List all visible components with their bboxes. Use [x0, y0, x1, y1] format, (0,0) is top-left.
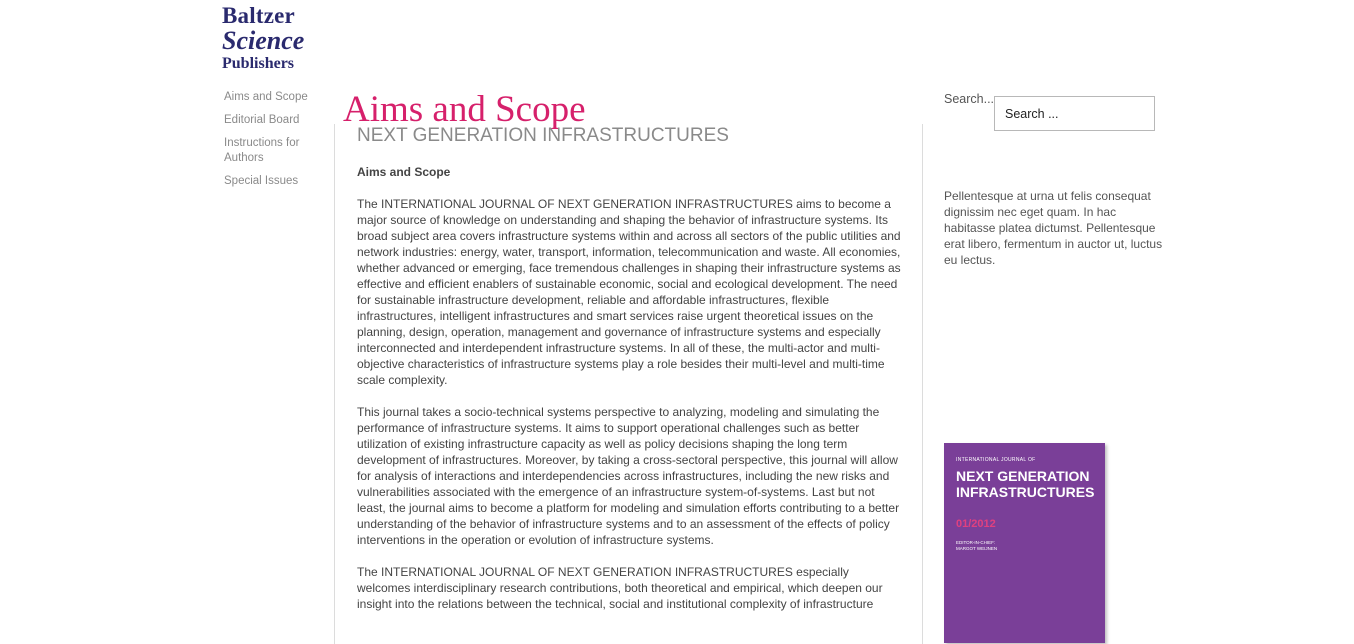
cover-title: NEXT GENERATION INFRASTRUCTURES: [956, 468, 1095, 500]
search-input[interactable]: [994, 96, 1155, 131]
logo-line-2: Science: [222, 26, 305, 55]
paragraph-2: This journal takes a socio-technical systems perspective to analyzing, modeling and simulating the performance of infrastructure systems. It aims to support operational challenges such as better utilization of existing infrastructure capacity as well as policy decisions shaping the long term development of infrastructures. Moreover, by taking a cross-sectoral perspective, this journal will allow for analysis of interactions and interdependencies across infrastructures, including the new risks and vulnerabilities associated with the emergence of an infrastructure system-of-systems. Last but not least, the journal aims to become a platform for modeling and simulation efforts contributing to a better understanding of the behavior of infrastructure systems and to an assessment of the effects of policy interventions in the operation or evolution of infrastructure systems.: [357, 405, 900, 547]
cover-editor: EDITOR-IN-CHIEF: MARGOT WEIJNEN: [956, 540, 998, 551]
publisher-logo[interactable]: [222, 4, 317, 72]
page-title: Aims and Scope: [343, 89, 586, 130]
journal-cover-image[interactable]: [944, 443, 1105, 643]
section-heading: Aims and Scope: [357, 165, 451, 179]
left-navigation: [224, 90, 324, 197]
main-content: [334, 124, 923, 644]
logo-line-1: Baltzer: [222, 3, 295, 28]
search-label: Search...: [944, 92, 995, 106]
nav-editorial-board[interactable]: Editorial Board: [224, 114, 300, 126]
nav-aims-and-scope[interactable]: Aims and Scope: [224, 91, 308, 103]
paragraph-1: The INTERNATIONAL JOURNAL OF NEXT GENERATION INFRASTRUCTURES aims to become a major source of knowledge on understanding and shaping the behavior of infrastructure systems. Its broad subject area covers infrastructure systems within and across all sectors of the public utilities and network industries: energy, water, transport, information, telecommunication and waste. All economies, whether advanced or emerging, face tremendous challenges in shaping their infrastructure systems as effective and efficient enablers of sustainable economic, social and ecological development. The need for sustainable infrastructure development, reliable and affordable infrastructures, flexible infrastructures, intelligent infrastructures and smart services raise urgent theoretical issues on the planning, design, operation, management and governance of infrastructure systems and especially interconnected and interdependent infrastructure systems. In all of these, the multi-actor and multi-objective characteristics of infrastructure systems play a role besides their multi-level and multi-time scale complexity.: [357, 197, 901, 387]
cover-kicker: INTERNATIONAL JOURNAL OF: [956, 457, 1036, 463]
cover-issue: 01/2012: [956, 518, 996, 530]
article-body: [357, 164, 903, 628]
nav-special-issues[interactable]: Special Issues: [224, 175, 299, 187]
sidebar-text: Pellentesque at urna ut felis consequat dignissim nec eget quam. In hac habitasse platea dictumst. Pellentesque erat libero, fermentum in auctor ut, luctus eu lectus.: [944, 189, 1163, 267]
logo-line-3: Publishers: [222, 55, 295, 72]
paragraph-3: The INTERNATIONAL JOURNAL OF NEXT GENERATION INFRASTRUCTURES especially welcomes interdisciplinary research contributions, both theoretical and empirical, which deepen our insight into the relations between the technical, social and institutional complexity of infrastructure: [357, 565, 883, 611]
nav-instructions-for-authors[interactable]: Instructions for Authors: [224, 137, 300, 164]
journal-subtitle: NEXT GENERATION INFRASTRUCTURES: [357, 125, 729, 146]
